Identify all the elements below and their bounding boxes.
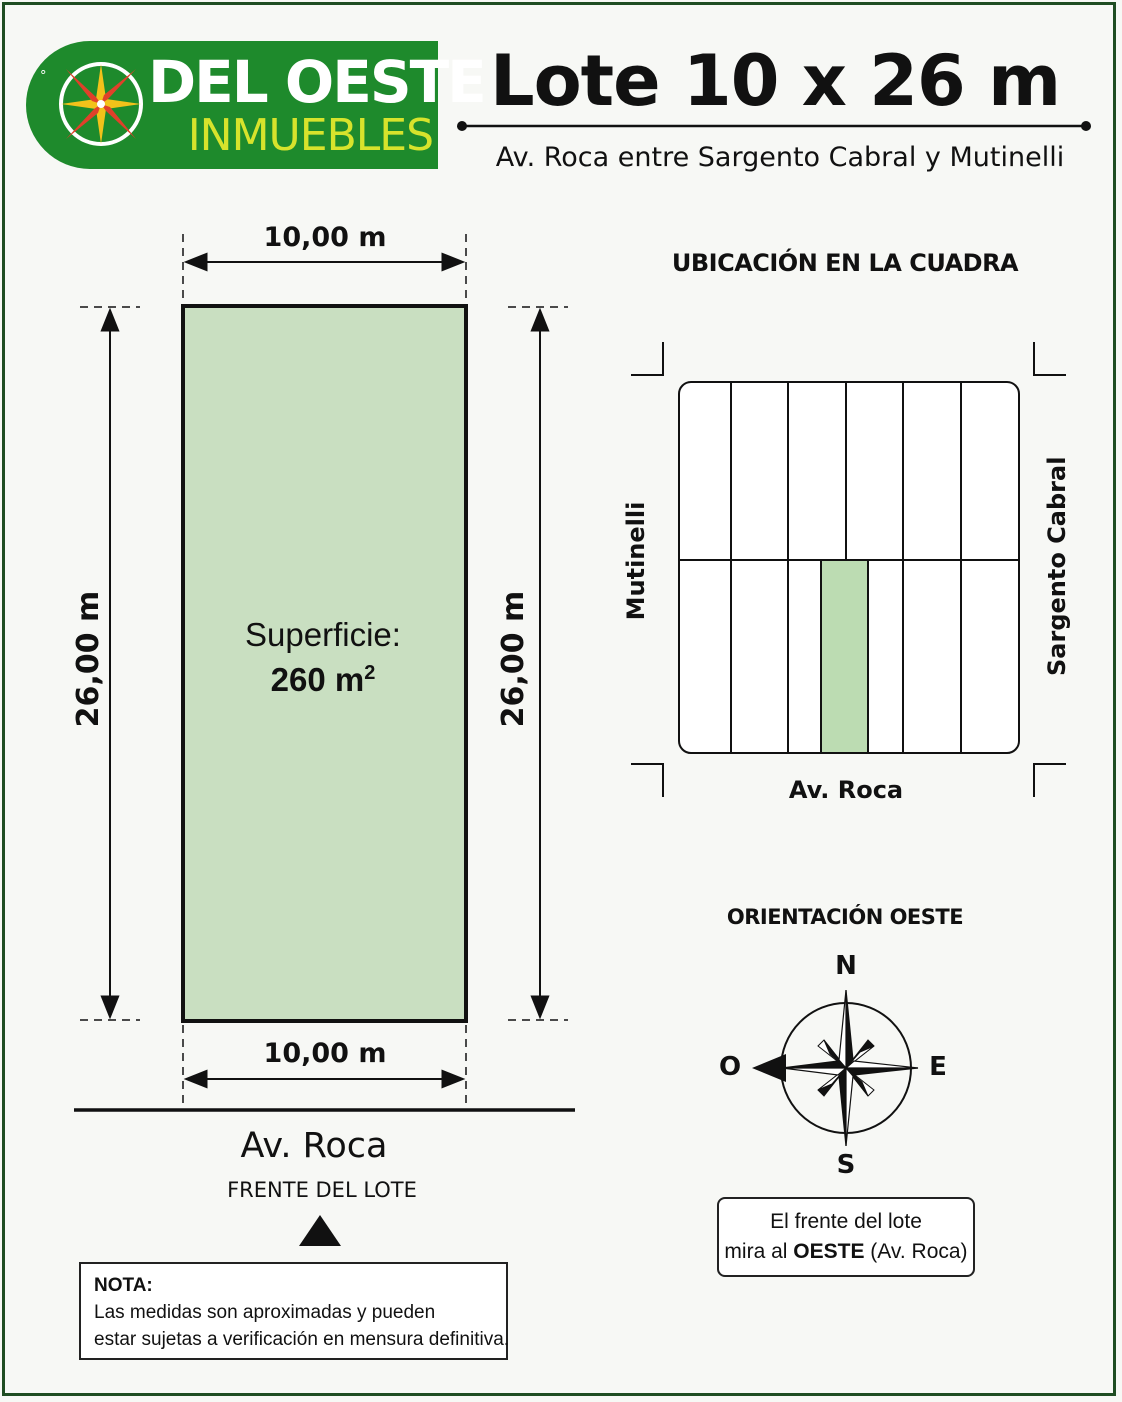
right-depth-label: 26,00 m: [496, 590, 531, 728]
west-label: O: [718, 1052, 742, 1082]
street-label: Av. Roca: [240, 1126, 388, 1166]
south-label: S: [836, 1150, 856, 1180]
note-line2-bold: OESTE: [793, 1240, 865, 1263]
right-street-label: Sargento Cabral: [1043, 456, 1071, 676]
bottom-width-label: 10,00 m: [263, 1038, 387, 1069]
logo-tagline: INMUEBLES: [187, 110, 433, 161]
west-arrow: [752, 1054, 786, 1082]
east-label: E: [929, 1052, 947, 1082]
left-street-label: Mutinelli: [622, 501, 650, 621]
area-number: 260 m: [270, 661, 365, 698]
front-label: FRENTE DEL LOTE: [227, 1178, 417, 1202]
block-map-title: UBICACIÓN EN LA CUADRA: [671, 249, 1019, 277]
orientation-title: ORIENTACIÓN OESTE: [726, 905, 964, 929]
note-line1: Las medidas son aproximadas y pueden: [94, 1302, 436, 1323]
page-title: Lote 10 x 26 m: [489, 40, 1061, 122]
top-width-label: 10,00 m: [263, 222, 387, 253]
orientation-note-line1: El frente del lote: [770, 1210, 922, 1233]
left-depth-label: 26,00 m: [71, 590, 106, 728]
orientation-note-line2: [719, 1239, 973, 1264]
highlighted-lot: [821, 560, 868, 753]
page-subtitle: Av. Roca entre Sargento Cabral y Mutinelli: [495, 142, 1065, 173]
note-line2: estar sujetas a verificación en mensura definitiva.: [94, 1329, 510, 1350]
compass-rose: [752, 990, 918, 1146]
bottom-street-label: Av. Roca: [788, 776, 904, 804]
area-unit-superscript: 2: [364, 662, 376, 684]
note-line2-suffix: (Av. Roca): [864, 1240, 968, 1263]
area-label: Superficie:: [245, 616, 401, 653]
orientation-note-box: [717, 1197, 975, 1277]
north-label: N: [835, 951, 857, 981]
front-marker-triangle: [299, 1215, 341, 1246]
note-box: [79, 1262, 508, 1360]
note-line2-prefix: mira al: [724, 1240, 794, 1263]
note-heading: NOTA:: [94, 1275, 153, 1296]
logo-name: DEL OESTE: [148, 48, 485, 116]
area-value: [271, 660, 376, 700]
registered-mark: °: [40, 69, 47, 84]
